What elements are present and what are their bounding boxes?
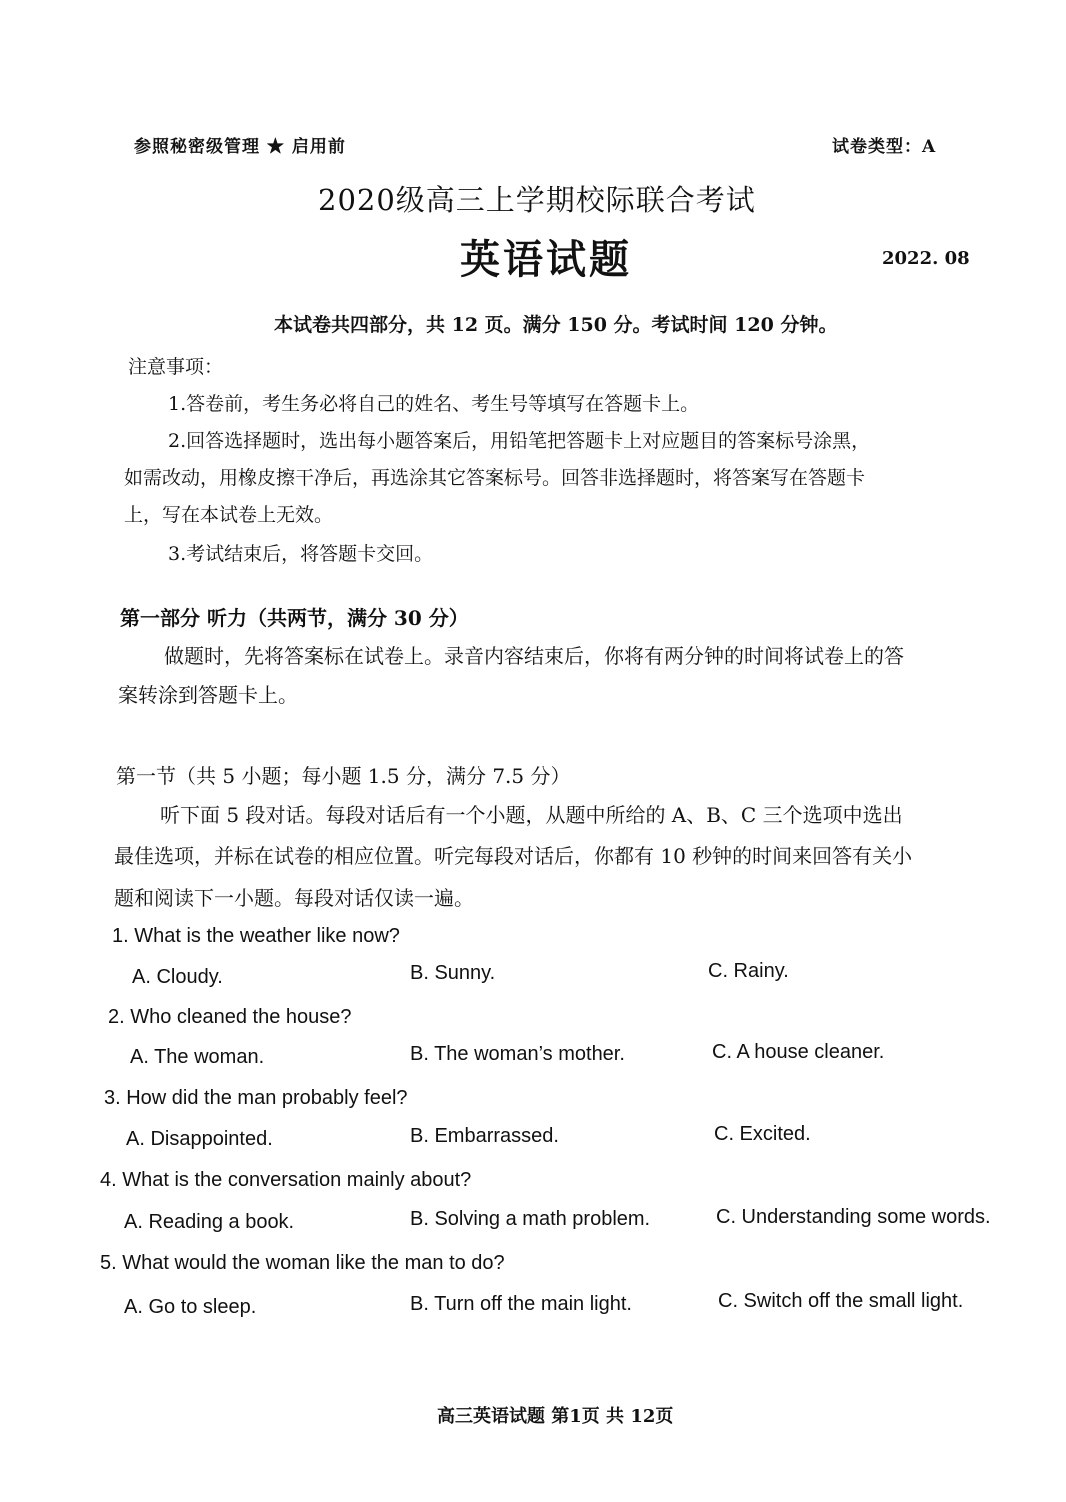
secrecy-label: 参照秘密级管理 ★ 启用前 xyxy=(134,137,346,157)
paper-type-label: 试卷类型：A xyxy=(832,137,937,157)
question-4-option-c: C. Understanding some words. xyxy=(716,1206,991,1228)
question-2: 2. Who cleaned the house? xyxy=(108,1006,352,1028)
question-5: 5. What would the woman like the man to do? xyxy=(100,1252,505,1274)
note-item-2-line1: 2.回答选择题时，选出每小题答案后，用铅笔把答题卡上对应题目的答案标号涂黑， xyxy=(168,430,871,452)
question-4-option-a: A. Reading a book. xyxy=(124,1211,295,1233)
question-4: 4. What is the conversation mainly about? xyxy=(100,1169,472,1191)
question-4-option-b: B. Solving a math problem. xyxy=(410,1208,651,1230)
question-2-option-b: B. The woman’s mother. xyxy=(410,1043,625,1065)
question-3-option-a: A. Disappointed. xyxy=(126,1128,273,1150)
section1-desc-line2: 最佳选项，并标在试卷的相应位置。听完每段对话后，你都有 10 秒钟的时间来回答有关小 xyxy=(114,844,913,868)
question-2-option-c: C. A house cleaner. xyxy=(712,1041,885,1063)
note-item-2-line2: 如需改动，用橡皮擦干净后，再选涂其它答案标号。回答非选择题时，将答案写在答题卡 xyxy=(124,467,866,489)
exam-info: 本试卷共四部分，共 12 页。满分 150 分。考试时间 120 分钟。 xyxy=(274,314,838,336)
part1-heading: 第一部分 听力（共两节，满分 30 分） xyxy=(120,606,469,630)
section1-desc-line1: 听下面 5 段对话。每段对话后有一个小题，从题中所给的 A、B、C 三个选项中选出 xyxy=(160,803,903,827)
exam-title: 2020级高三上学期校际联合考试 xyxy=(318,183,756,217)
question-1: 1. What is the weather like now? xyxy=(112,925,400,947)
question-3: 3. How did the man probably feel? xyxy=(104,1087,408,1109)
section1-heading: 第一节（共 5 小题；每小题 1.5 分，满分 7.5 分） xyxy=(116,764,571,788)
question-5-option-c: C. Switch off the small light. xyxy=(718,1290,964,1312)
question-3-option-c: C. Excited. xyxy=(714,1123,811,1145)
question-1-option-b: B. Sunny. xyxy=(410,962,496,984)
page-footer: 高三英语试题 第1页 共 12页 xyxy=(437,1406,674,1427)
section1-desc-line3: 题和阅读下一小题。每段对话仅读一遍。 xyxy=(114,886,474,910)
part1-desc-line2: 案转涂到答题卡上。 xyxy=(118,683,298,707)
question-3-option-b: B. Embarrassed. xyxy=(410,1125,559,1147)
note-item-2-line3: 上，写在本试卷上无效。 xyxy=(124,504,334,526)
question-1-option-c: C. Rainy. xyxy=(708,960,789,982)
exam-date: 2022. 08 xyxy=(882,248,970,269)
part1-desc-line1: 做题时，先将答案标在试卷上。录音内容结束后，你将有两分钟的时间将试卷上的答 xyxy=(164,644,904,668)
question-2-option-a: A. The woman. xyxy=(130,1046,265,1068)
question-5-option-a: A. Go to sleep. xyxy=(124,1296,257,1318)
question-1-option-a: A. Cloudy. xyxy=(132,966,223,988)
note-item-3: 3.考试结束后，将答题卡交回。 xyxy=(168,543,434,565)
subject-title: 英语试题 xyxy=(460,236,632,283)
notes-heading: 注意事项： xyxy=(128,356,224,378)
note-item-1: 1.答卷前，考生务必将自己的姓名、考生号等填写在答题卡上。 xyxy=(168,393,700,415)
question-5-option-b: B. Turn off the main light. xyxy=(410,1293,632,1315)
